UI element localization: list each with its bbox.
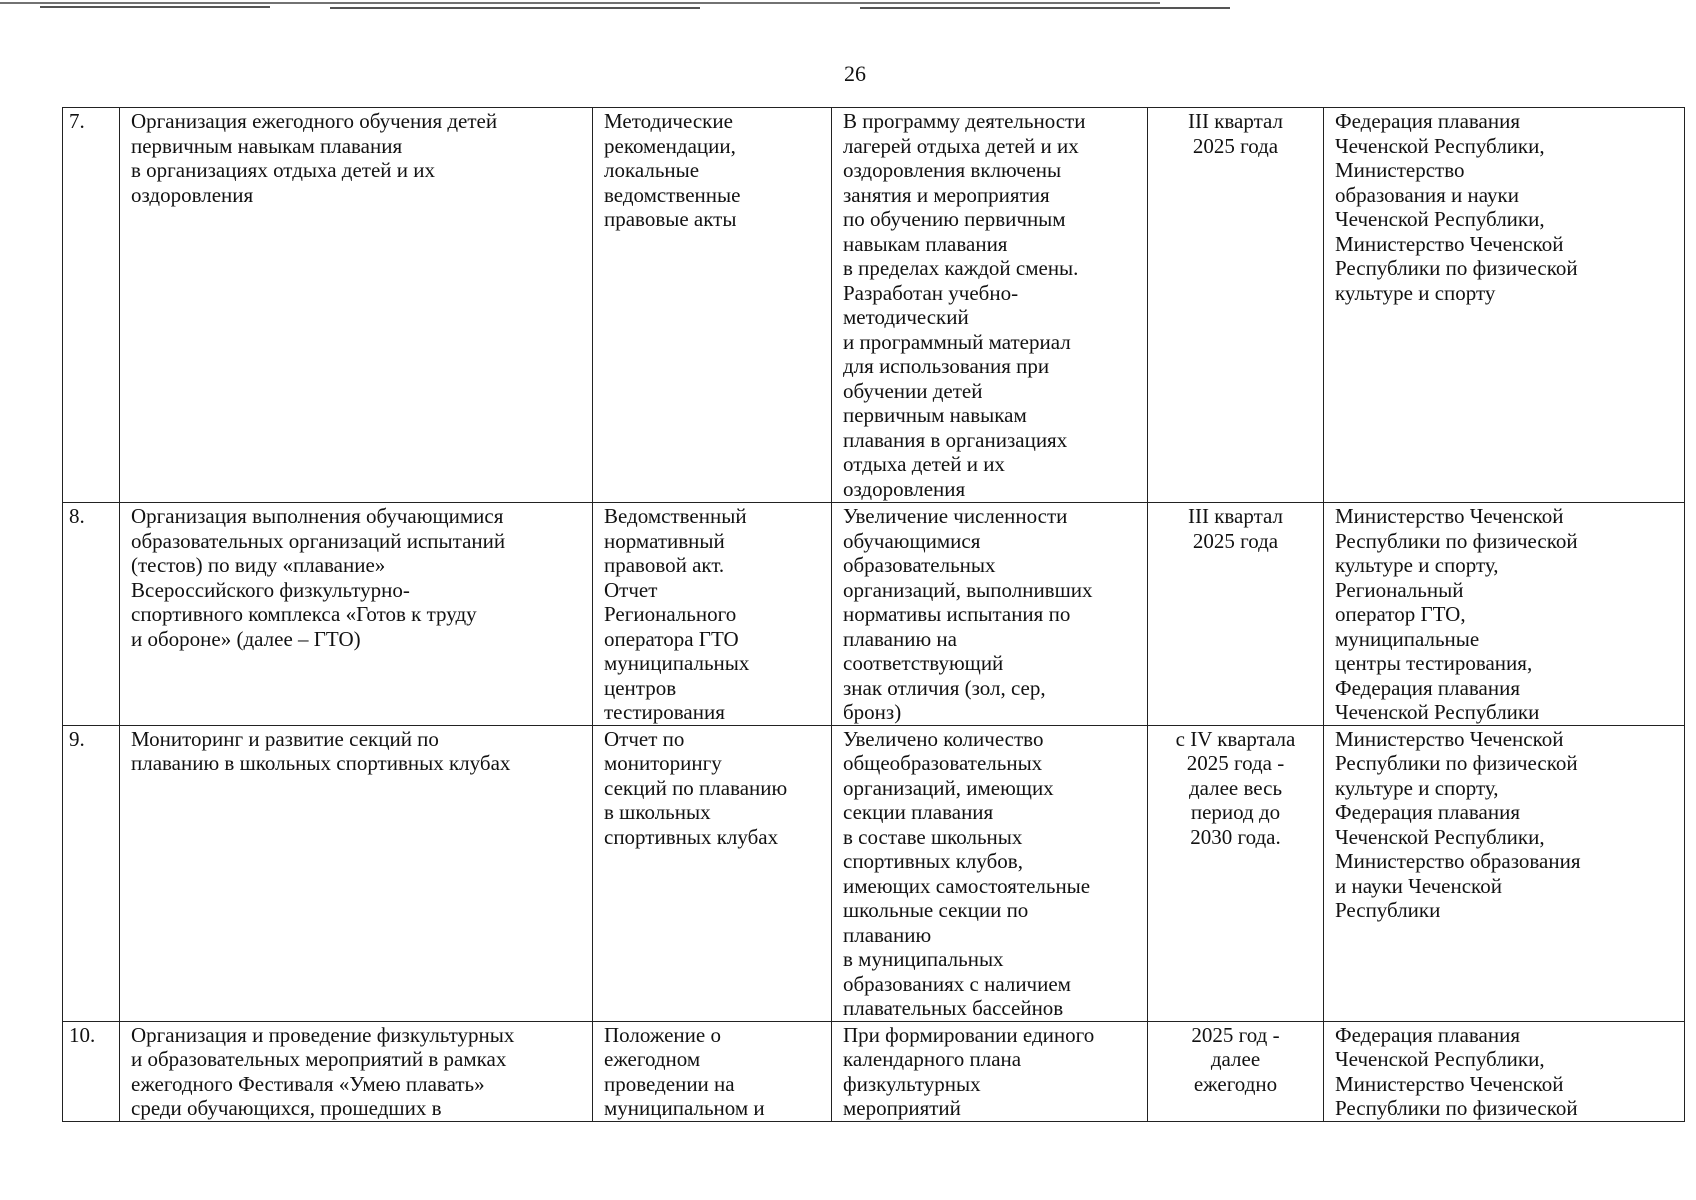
table-row (63, 503, 1685, 726)
row-number: 7. (63, 108, 120, 503)
term-cell: III квартал 2025 года (1148, 503, 1324, 726)
table-row (63, 108, 1685, 503)
document-cell: Методические рекомендации, локальные ведомственные правовые акты (593, 108, 832, 503)
table-row (63, 725, 1685, 1021)
measure-cell: Организация ежегодного обучения детей первичным навыкам плавания в организациях отдыха детей и их оздоровления (120, 108, 593, 503)
document-cell: Положение о ежегодном проведении на муниципальном и (593, 1021, 832, 1121)
row-number: 8. (63, 503, 120, 726)
term-cell: 2025 год - далее ежегодно (1148, 1021, 1324, 1121)
document-cell: Отчет по мониторингу секций по плаванию в школьных спортивных клубах (593, 725, 832, 1021)
action-plan-table (62, 107, 1685, 1122)
result-cell: Увеличение численности обучающимися образовательных организаций, выполнивших нормативы испытания по плаванию на соответствующий знак отличия (зол, сер, бронз) (832, 503, 1148, 726)
table-row (63, 1021, 1685, 1121)
responsible-cell: Министерство Чеченской Республики по физической культуре и спорту, Региональный оператор ГТО, муниципальные центры тестирования, Федерация плавания Чеченской Республики (1324, 503, 1685, 726)
term-cell: с IV квартала 2025 года - далее весь период до 2030 года. (1148, 725, 1324, 1021)
result-cell: При формировании единого календарного плана физкультурных мероприятий (832, 1021, 1148, 1121)
document-cell: Ведомственный нормативный правовой акт. Отчет Регионального оператора ГТО муниципальных центров тестирования (593, 503, 832, 726)
responsible-cell: Федерация плавания Чеченской Республики, Министерство Чеченской Республики по физической (1324, 1021, 1685, 1121)
row-number: 9. (63, 725, 120, 1021)
row-number: 10. (63, 1021, 120, 1121)
result-cell: В программу деятельности лагерей отдыха детей и их оздоровления включены занятия и мероприятия по обучению первичным навыкам плавания в пределах каждой смены. Разработан учебно- методический и программный материал для использования при обучении детей первичным навыкам плавания в организациях отдыха детей и их оздоровления (832, 108, 1148, 503)
measure-cell: Организация выполнения обучающимися образовательных организаций испытаний (тестов) по виду «плавание» Всероссийского физкультурно- спортивного комплекса «Готов к труду и обороне» (далее – ГТО) (120, 503, 593, 726)
result-cell: Увеличено количество общеобразовательных организаций, имеющих секции плавания в составе школьных спортивных клубов, имеющих самостоятельные школьные секции по плаванию в муниципальных образованиях с наличием плавательных бассейнов (832, 725, 1148, 1021)
measure-cell: Организация и проведение физкультурных и образовательных мероприятий в рамках ежегодного Фестиваля «Умею плавать» среди обучающихся, прошедших в (120, 1021, 593, 1121)
term-cell: III квартал 2025 года (1148, 108, 1324, 503)
responsible-cell: Федерация плавания Чеченской Республики, Министерство образования и науки Чеченской Республики, Министерство Чеченской Республики по физической культуре и спорту (1324, 108, 1685, 503)
scan-edge-lines (0, 0, 1696, 16)
measure-cell: Мониторинг и развитие секций по плаванию в школьных спортивных клубах (120, 725, 593, 1021)
page-number: 26 (844, 61, 866, 86)
responsible-cell: Министерство Чеченской Республики по физической культуре и спорту, Федерация плавания Чеченской Республики, Министерство образования и науки Чеченской Республики (1324, 725, 1685, 1021)
